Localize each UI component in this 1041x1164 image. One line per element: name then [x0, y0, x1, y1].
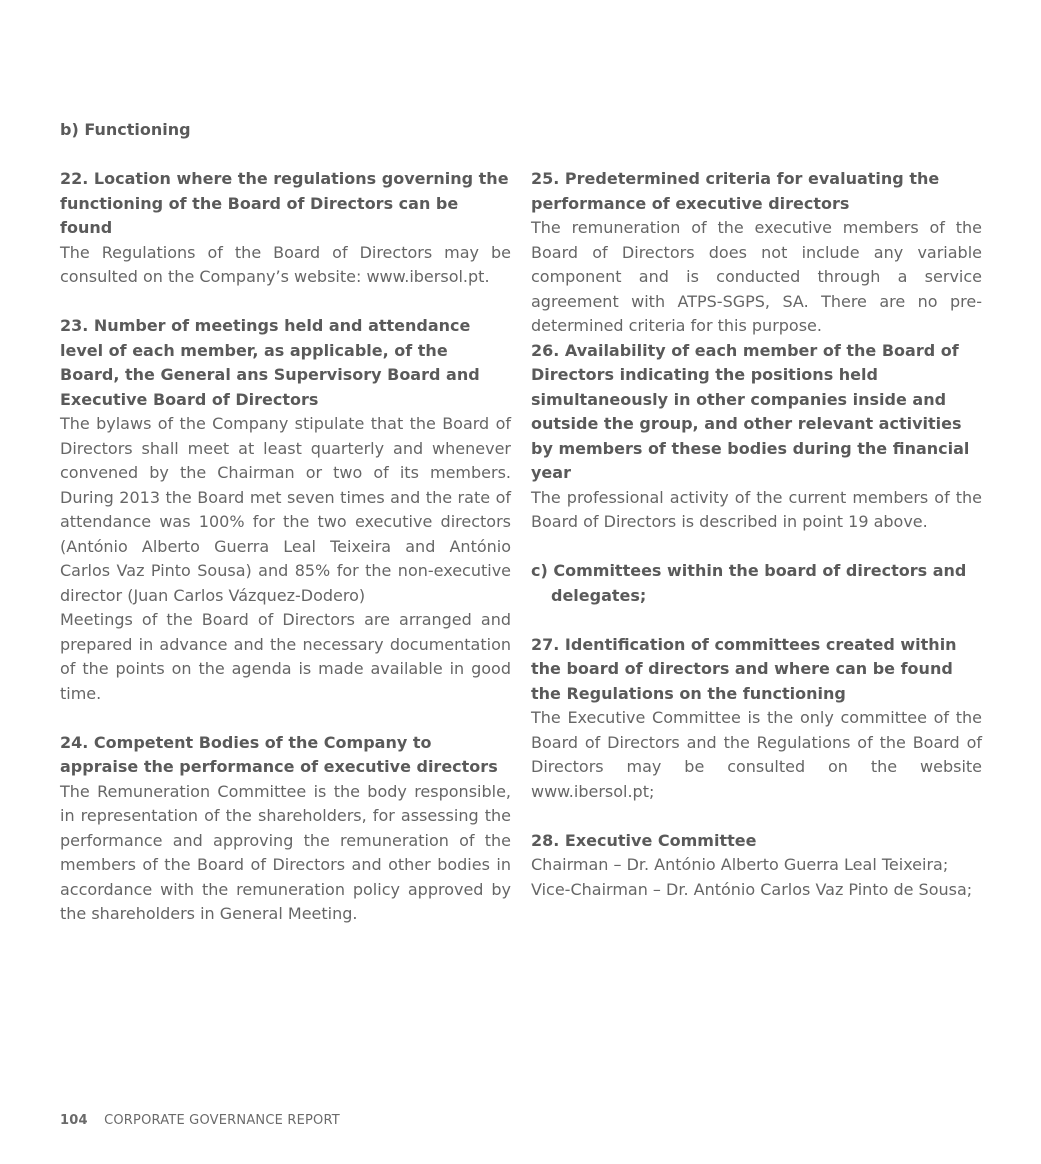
item-25-body: The remuneration of the executive members of the Board of Directors does not include any variable component and is conducted through a service agreement with ATPS-SGPS, SA. There are no pre-determined criteria for this purpose. [531, 218, 982, 335]
left-column [60, 167, 511, 927]
item-27-heading: 27. Identification of committees created within the board of directors and where can be found the Regulations on the functioning [531, 634, 957, 703]
item-24-heading: 24. Competent Bodies of the Company to appraise the performance of executive directors [60, 732, 498, 776]
spacer [531, 608, 982, 633]
item-23-body-1: The bylaws of the Company stipulate that the Board of Directors shall meet at least quarterly and whenever convened by the Chairman or two of its members. During 2013 the Board met seven times and the rate of attendance was 100% for the two executive directors (António Alberto Guerra Leal Teixeira and António Carlos Vaz Pinto Sousa) and 85% for the non-executive director (Juan Carlos Vázquez-Dodero) [60, 414, 511, 605]
item-27-body: The Executive Committee is the only committee of the Board of Directors and the Regulations of the Board of Directors may be consulted on the website www.ibersol.pt; [531, 708, 982, 801]
item-24-body: The Remuneration Committee is the body responsible, in representation of the shareholders, for assessing the performance and approving the remuneration of the members of the Board of Directors and other bodies in accordance with the remuneration policy approved by the shareholders in General Meeting. [60, 781, 511, 923]
page-number: 104 [60, 1113, 88, 1128]
report-title: CORPORATE GOVERNANCE REPORT [104, 1113, 340, 1128]
section-b-title: b) Functioning [60, 120, 191, 139]
item-22-body: The Regulations of the Board of Directors may be consulted on the Company’s website: www.ibersol.pt. [60, 242, 511, 286]
item-28-heading: 28. Executive Committee [531, 830, 757, 850]
item-25-heading: 25. Predetermined criteria for evaluating the performance of executive directors [531, 169, 940, 213]
spacer [60, 290, 511, 315]
spacer [60, 706, 511, 731]
item-28-chairman: Chairman – Dr. António Alberto Guerra Leal Teixeira; [531, 855, 949, 874]
right-column [531, 167, 982, 902]
item-23-body-2: Meetings of the Board of Directors are arranged and prepared in advance and the necessary documentation of the points on the agenda is made available in good time. [60, 610, 511, 703]
spacer [531, 535, 982, 560]
item-23-heading: 23. Number of meetings held and attendance level of each member, as applicable, of the Board, the General ans Supervisory Board and Executive Board of Directors [60, 316, 480, 409]
section-c-title: c) Committees within the board of directors and delegates; [531, 561, 967, 605]
spacer [531, 804, 982, 829]
item-26-body: The professional activity of the current members of the Board of Directors is described in point 19 above. [531, 487, 982, 531]
page-footer [60, 1113, 340, 1129]
item-26-heading: 26. Availability of each member of the Board of Directors indicating the positions held simultaneously in other companies inside and outside the group, and other relevant activities by members of these bodies during the financial year [531, 340, 970, 482]
item-22-heading: 22. Location where the regulations governing the functioning of the Board of Directors can be found [60, 169, 509, 237]
item-28-vice-chairman: Vice-Chairman – Dr. António Carlos Vaz Pinto de Sousa; [531, 879, 973, 899]
